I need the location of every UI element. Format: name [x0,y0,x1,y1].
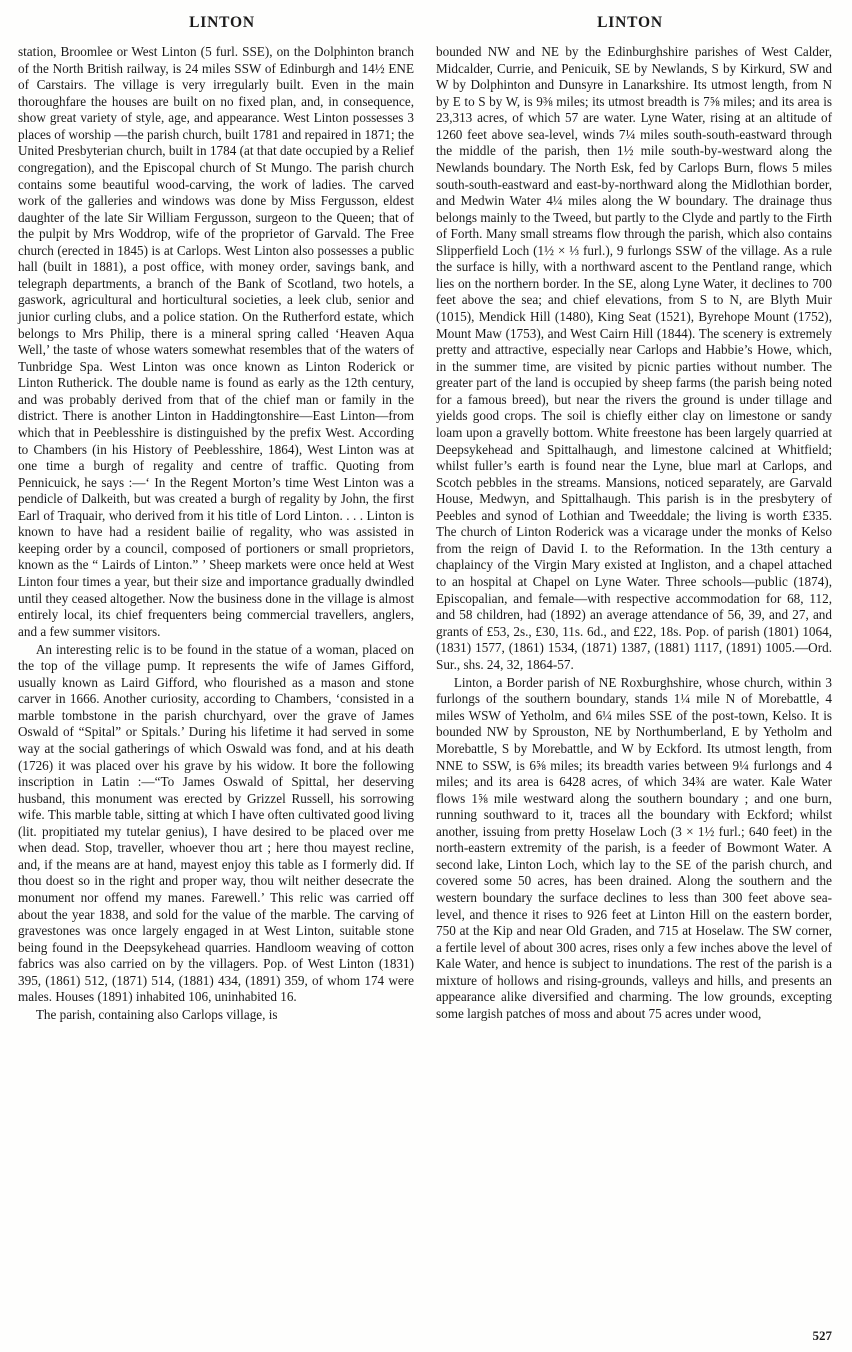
page-number: 527 [812,1328,832,1343]
left-column [18,44,414,1024]
paragraph: An interesting relic is to be found in the statue of a woman, placed on the top of the village pump. It represents the wife of James Gifford, usually known as Laird Gifford, who flourished as a mason and stone carver in 1666. Another curiosity, according to Chambers, ‘consisted in a marble tombstone in the parish churchyard, over the grave of James Oswald of “Spital” or Spitals.’ During his lifetime it had served in some way at the social gatherings of which Oswald was fond, and at his death (1726) it was placed over his grave by his widow. It bore the following inscription in Latin :—“To James Oswald of Spittal, her deserving husband, this monument was erected by Grizzel Russell, his sorrowing wife. This marble table, sitting at which I have often cultivated good living (lit. propitiated my tutelar genius), I have desired to be placed over me when dead. Stop, traveller, whoever thou art ; here thou mayest recline, and, if the means are at hand, mayest enjoy this table as I formerly did. If thou doest so in the right and proper way, thou wilt neither desecrate the monument nor offend my manes. Farewell.’ This relic was carried off about the year 1838, and sold for the value of the marble. The carving of gravestones was once largely engaged in at West Linton, suitable stone being found in the Deepsykehead quarries. Handloom weaving of cotton fabrics was also carried on by the villagers. Pop. of West Linton (1831) 395, (1861) 512, (1871) 514, (1881) 434, (1891) 359, of whom 174 were males. Houses (1891) inhabited 106, uninhabited 16. [18,641,414,1005]
paragraph: The parish, containing also Carlops village, is [35,1007,278,1023]
paragraph: bounded NW and NE by the Edinburghshire parishes of West Calder, Midcalder, Currie, and Penicuik, SE by Newlands, S by Kirkurd, SW and W by Dolphinton and Dunsyre in Lanarkshire. Its utmost length, from N by E to S by W, is 9⅜ miles; its utmost breadth is 7⅝ miles; and its area is 23,313 acres, of which 57 are water. Lyne Water, rising at an altitude of 1260 feet above sea-level, winds 7¼ miles south-south-eastward through the middle of the parish, then 1½ mile south-by-westward along the Newlands boundary. The North Esk, fed by Carlops Burn, flows 5 miles south-south-eastward and east-by-northward along the Midlothian border, and Medwin Water 4¼ miles along the W boundary. The drainage thus belongs mainly to the Tweed, but partly to the Clyde and partly to the Firth of Forth. Many small streams flow through the parish, which also contains Slipperfield Loch (1½ × ⅓ furl.), 9 furlongs SSW of the village. As a rule the surface is hilly, with a northward ascent to the Pentland range, which lies on the northern border. In the SE, along Lyne Water, it declines to 700 feet above the sea; and chief elevations, from S to N, are Blyth Muir (1015), Mendick Hill (1480), King Seat (1521), Byrehope Mount (1752), Mount Maw (1753), and West Cairn Hill (1844). The scenery is extremely pretty and attractive, especially near Carlops and Habbie’s Howe, which, in the summer time, are visited by picnic parties without number. The greater part of the land is occupied by sheep farms (the parish being noted for a famous breed), but near the rivers the ground is under tillage and yields good crops. The soil is chiefly either clay on limestone or sandy loam upon a gravelly bottom. White freestone has been largely quarried at Deepsykehead and Spittalhaugh, and limestone calcined at Whitfield; whilst fuller’s earth is found near the Lyne, blue marl at Carlops, and Scotch pebbles in the streams. Mansions, noticed separately, are Garvald House, Medwyn, and Spittalhaugh. This parish is in the presbytery of Peebles and synod of Lothian and Tweeddale; the living is worth £335. The church of Linton Roderick was a vicarage under the monks of Kelso from the reign of David I. to the Reformation. In the 13th century a chaplaincy of the Virgin Mary existed at Ingliston, and a chapel attached to an hospital at Chapel on Lyne Water. Three schools—public (1874), Episcopalian, and female—with respective accommodation for 68, 112, and 58 children, had (1892) an average attendance of 56, 39, and 27, and grants of £53, 2s., £30, 11s. 6d., and £22, 18s. Pop. of parish (1801) 1064, (1831) 1577, (1861) 1534, (1871) 1387, (1881) 1117, (1891) 1005.—Ord. Sur., shs. 24, 32, 1864-57. [436,44,832,672]
right-column [436,44,832,1023]
two-column-body [18,44,834,1024]
running-head-right: LINTON [597,14,663,31]
running-head-left: LINTON [189,14,255,31]
paragraph: Linton, a Border parish of NE Roxburghshire, whose church, within 3 furlongs of the southern boundary, stands 1¼ mile N of Morebattle, 4 miles WSW of Yetholm, and 6¼ miles SSE of the post-town, Kelso. It is bounded NW by Sprouston, NE by Northumberland, E by Yetholm and Morebattle, S by Morebattle, and W by Eckford. Its utmost length, from NNE to SSW, is 6⅝ miles; its breadth varies between 9¼ furlongs and 4 miles; and its area is 6428 acres, of which 34¾ are water. Kale Water flows 1⅝ mile westward along the southern boundary ; and one burn, running southward to it, traces all the boundary with Eckford; whilst another, issuing from pretty Hoselaw Loch (3 × 1½ furl.; 640 feet) in the north-eastern extremity of the parish, is a feeder of Bowmont Water. A second lake, Linton Loch, which lay to the SE of the parish church, and covered some 50 acres, has been drained. Along the southern and the western boundary the surface declines to less than 300 feet above sea-level, and thence it rises to 926 feet at Linton Hill on the eastern border, 750 at the Kip and near Old Graden, and 715 at Hoselaw. The SW corner, a fertile level of about 300 acres, rises only a few inches above the level of Kale Water, and hence is subject to inundations. The rest of the parish is a mixture of hollows and rising-grounds, valleys and hills, and presents an appearance alike diversified and charming. The low grounds, excepting some largish patches of moss and about 75 acres under wood, [436,674,832,1021]
paragraph: station, Broomlee or West Linton (5 furl. SSE), on the Dolphinton branch of the North British railway, is 24 miles SSW of Edinburgh and 14½ ENE of Carstairs. The village is very irregularly built. Even in the main thoroughfare the houses are built on no fixed plan, and, in consequence, show great variety of style, age, and appearance. West Linton possesses 3 places of worship —the parish church, built 1781 and repaired in 1871; the United Presbyterian church, built in 1784 (at that date occupied by a Relief congregation), and the Episcopal church of St Mungo. The parish church contains some beautiful wood-carving, the work of ladies. The carved work of the galleries and windows was done by Miss Fergusson, eldest daughter of the late Sir William Fergusson, surgeon to the Queen; that of the pulpit by Mrs Woddrop, wife of the proprietor of Garvald. The Free church (erected in 1845) is at Carlops. West Linton also possesses a public hall (built in 1881), a post office, with money order, savings bank, and telegraph departments, a branch of the Bank of Scotland, two hotels, a gaswork, agricultural and horticultural societies, a leek club, senior and junior curling clubs, and a police station. On the Rutherford estate, which belongs to Mrs Philip, there is a mineral spring called ‘Heaven Aqua Well,’ the taste of whose waters somewhat resembles that of the waters of Tunbridge Spa. West Linton was once known as Linton Roderick or Linton Rutherick. The double name is found as early as the 12th century, and was probably derived from that of the chief man or family in the district. There is another Linton in Haddingtonshire—East Linton—from which that in Peeblesshire is distinguished by the prefix West. According to Chambers (in his History of Peeblesshire, 1864), West Linton was at one time a burgh of regality and centre of traffic. Quoting from Pennicuick, he says :—‘ In the Regent Morton’s time West Linton was a pendicle of Dalkeith, but was created a burgh of regality by John, the first Earl of Traquair, who derived from it his title of Lord Linton. . . . Linton is known to have had a resident bailie of regality, who was assisted in keeping order by a council, composed of portioners or small proprietors, known as the “ Lairds of Linton.” ’ Sheep markets were once held at West Linton four times a year, but their size and importance gradually dwindled until they ceased altogether. Now the business done in the village is almost entirely local, its chief frequenters being commercial travellers, anglers, and a few summer visitors. [18,44,414,639]
running-heads [18,14,834,32]
